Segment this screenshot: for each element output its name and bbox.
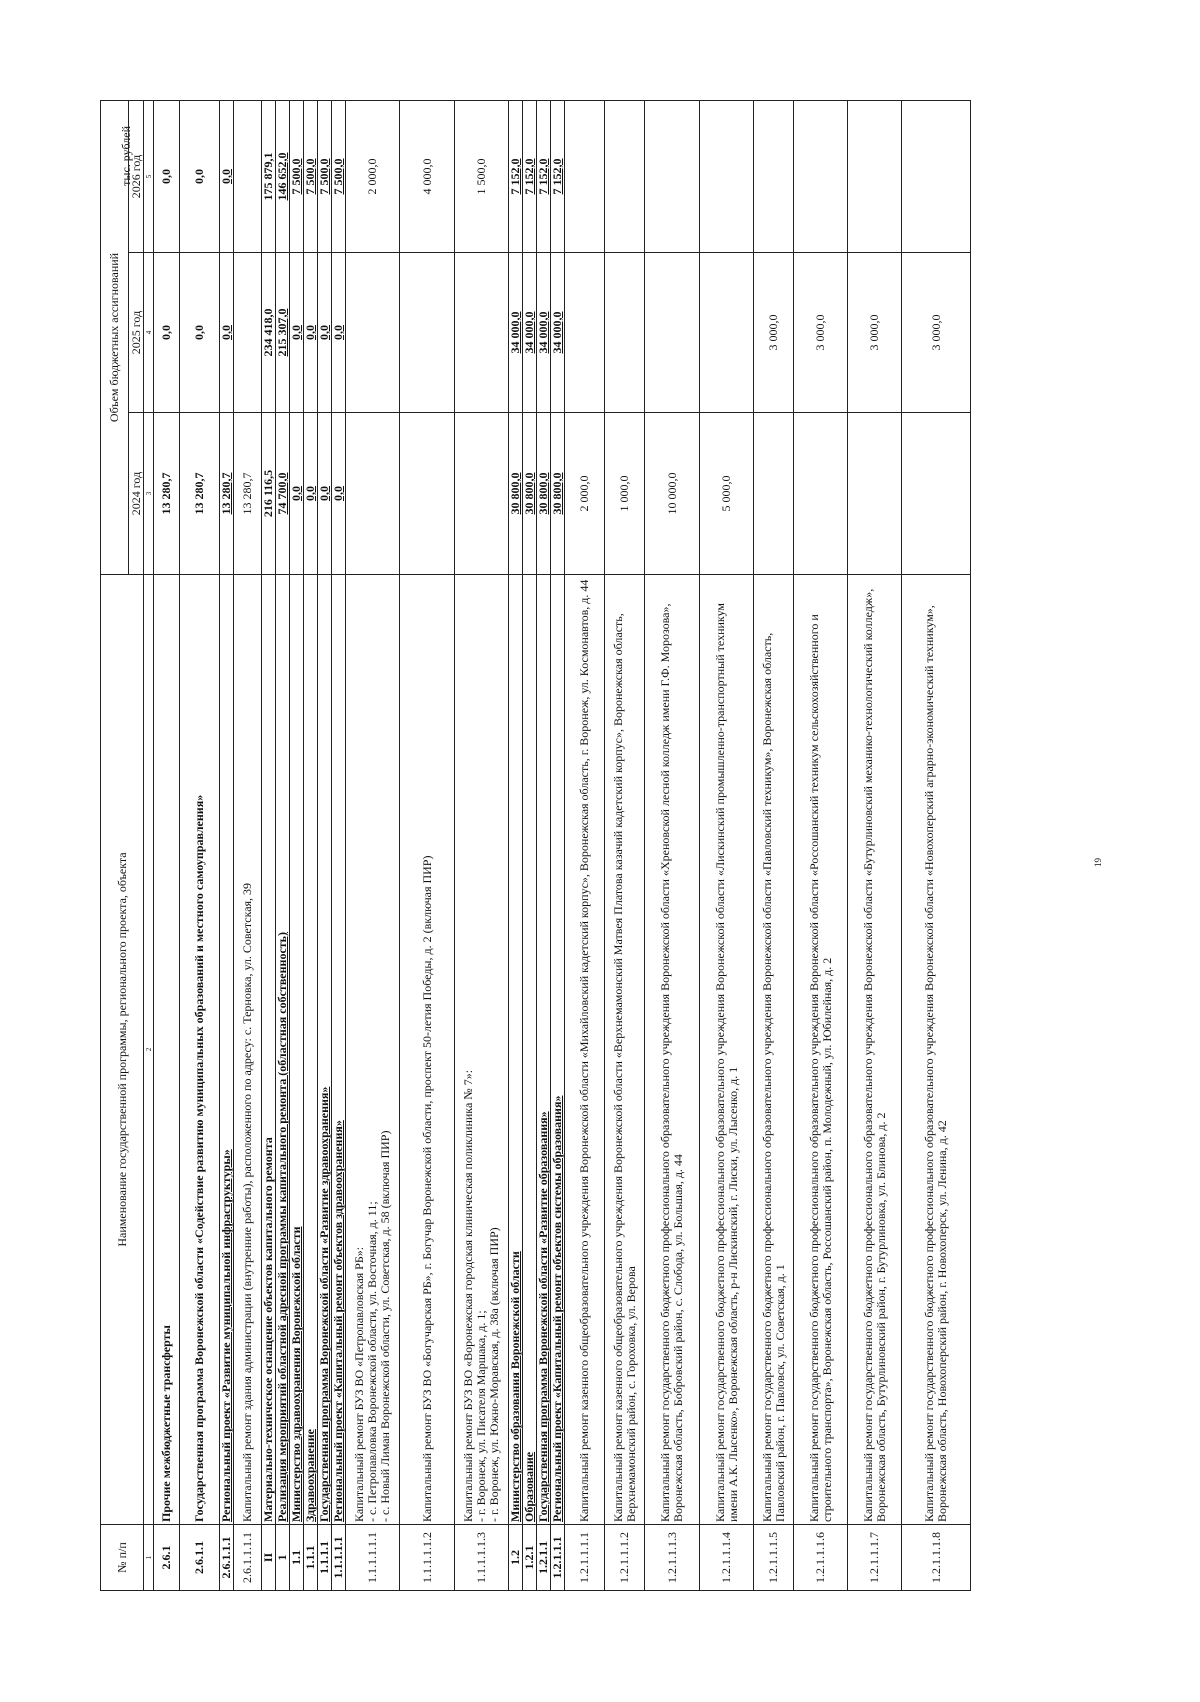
table-row bbox=[848, 100, 902, 1590]
page-number: 19 bbox=[1093, 858, 1103, 867]
table-row bbox=[304, 100, 318, 1590]
row-name-line: - г. Воронеж, ул. Южно-Моравская, д. 38а (включая ПИР) bbox=[487, 1227, 501, 1522]
value-2026 bbox=[605, 100, 645, 252]
value-2024: 30 800,0 bbox=[523, 413, 537, 575]
row-name-line: - г. Воронеж, ул. Писателя Маршака, д. 1; bbox=[474, 1310, 488, 1522]
row-number: 1.2.1.1.1.5 bbox=[754, 1525, 794, 1591]
value-2024: 0,0 bbox=[318, 413, 332, 575]
table-row bbox=[700, 100, 754, 1590]
value-2026: 7 500,0 bbox=[332, 100, 346, 252]
value-2025: 3 000,0 bbox=[902, 253, 971, 413]
value-2026: 7 500,0 bbox=[290, 100, 304, 252]
table-row bbox=[234, 100, 262, 1590]
value-2026: 7 500,0 bbox=[304, 100, 318, 252]
header-row bbox=[101, 100, 129, 1590]
header-number: № п/п bbox=[101, 1525, 144, 1591]
column-index: 4 bbox=[144, 253, 154, 413]
value-2025: 234 418,0 bbox=[262, 253, 276, 413]
value-2026 bbox=[794, 100, 848, 252]
value-2025: 34 000,0 bbox=[509, 253, 523, 413]
value-2024: 30 800,0 bbox=[509, 413, 523, 575]
row-number: 2.6.1.1 bbox=[180, 1525, 220, 1591]
value-2025 bbox=[455, 253, 509, 413]
row-number: 1.2.1.1.1.1 bbox=[565, 1525, 605, 1591]
table-row bbox=[455, 100, 509, 1590]
value-2026: 4 000,0 bbox=[400, 100, 455, 252]
row-number: 1.2.1.1.1.7 bbox=[848, 1525, 902, 1591]
row-name: Образование bbox=[523, 575, 537, 1525]
row-name: Материально-техническое оснащение объектов капитального ремонта bbox=[262, 575, 276, 1525]
value-2026 bbox=[902, 100, 971, 252]
row-number: 1.2 bbox=[509, 1525, 523, 1591]
table-row bbox=[154, 100, 180, 1590]
row-name: Капитальный ремонт государственного бюджетного профессионального образовательного учреждения Воронежской области «Новохоперский аграрно-экономический техникум», Воронежская область, Новохоперский район, г. Новохоперск, ул. Ленина, д. 42 bbox=[902, 575, 971, 1525]
units-note: тыс. рублей bbox=[119, 126, 133, 186]
row-name: Министерство здравоохранения Воронежской области bbox=[290, 575, 304, 1525]
value-2024 bbox=[902, 413, 971, 575]
value-2024: 13 280,7 bbox=[154, 413, 180, 575]
header-2025: 2025 год bbox=[129, 253, 144, 413]
value-2024: 74 700,0 bbox=[276, 413, 290, 575]
value-2025: 34 000,0 bbox=[523, 253, 537, 413]
value-2025: 0,0 bbox=[318, 253, 332, 413]
row-name bbox=[346, 575, 400, 1525]
value-2025: 0,0 bbox=[180, 253, 220, 413]
row-number: 1.2.1 bbox=[523, 1525, 537, 1591]
table-row bbox=[645, 100, 700, 1590]
row-number: 1 bbox=[276, 1525, 290, 1591]
value-2025: 0,0 bbox=[290, 253, 304, 413]
column-index: 2 bbox=[144, 575, 154, 1525]
budget-table bbox=[100, 100, 971, 1591]
row-name: Региональный проект «Развитие муниципальной инфраструктуры» bbox=[220, 575, 234, 1525]
row-name bbox=[455, 575, 509, 1525]
row-name-line: - с. Петропавловка Воронежской области, ул. Восточная, д. 11; bbox=[365, 1201, 379, 1522]
value-2025: 0,0 bbox=[220, 253, 234, 413]
value-2024: 30 800,0 bbox=[537, 413, 551, 575]
row-number: 1.2.1.1.1.3 bbox=[645, 1525, 700, 1591]
row-name-line: Капитальный ремонт БУЗ ВО «Петропавловская РБ»: bbox=[352, 1246, 366, 1522]
row-name: Государственная программа Воронежской области «Развитие здравоохранения» bbox=[318, 575, 332, 1525]
table-row bbox=[400, 100, 455, 1590]
value-2025: 3 000,0 bbox=[754, 253, 794, 413]
table-row bbox=[523, 100, 537, 1590]
value-2026: 7 152,0 bbox=[509, 100, 523, 252]
value-2024: 5 000,0 bbox=[700, 413, 754, 575]
value-2026: 0,0 bbox=[220, 100, 234, 252]
value-2024: 0,0 bbox=[290, 413, 304, 575]
value-2026: 7 152,0 bbox=[523, 100, 537, 252]
value-2026: 1 500,0 bbox=[455, 100, 509, 252]
value-2025 bbox=[605, 253, 645, 413]
column-index: 5 bbox=[144, 100, 154, 252]
value-2024 bbox=[346, 413, 400, 575]
row-name: Капитальный ремонт государственного бюджетного профессионального образовательного учреждения Воронежской области «Хреновской лесной колледж имени Г.Ф. Морозова», Воронежская область, Бобровский район, с. Слобода, ул. Большая, д. 44 bbox=[645, 575, 700, 1525]
value-2026: 2 000,0 bbox=[346, 100, 400, 252]
value-2025: 0,0 bbox=[332, 253, 346, 413]
row-name: Капитальный ремонт государственного бюджетного профессионального образовательного учреждения Воронежской области «Лискинский промышленно-транспортный техникум имени А.К. Лысенко», Воронежская область, р-н Лискинский, г. Лиски, ул. Лысенко, д. 1 bbox=[700, 575, 754, 1525]
value-2026: 7 500,0 bbox=[318, 100, 332, 252]
value-2024: 13 280,7 bbox=[234, 413, 262, 575]
value-2025 bbox=[400, 253, 455, 413]
value-2024: 13 280,7 bbox=[180, 413, 220, 575]
row-number: 1.1.1 bbox=[304, 1525, 318, 1591]
row-number: 1.1.1.1.1.2 bbox=[400, 1525, 455, 1591]
value-2026: 7 152,0 bbox=[537, 100, 551, 252]
table-row bbox=[605, 100, 645, 1590]
value-2025 bbox=[645, 253, 700, 413]
row-number: 1.2.1.1.1.4 bbox=[700, 1525, 754, 1591]
value-2025 bbox=[565, 253, 605, 413]
value-2025: 34 000,0 bbox=[551, 253, 565, 413]
row-name: Государственная программа Воронежской области «Содействие развитию муниципальных образований и местного самоуправления» bbox=[180, 575, 220, 1525]
table-body bbox=[154, 100, 971, 1590]
value-2025 bbox=[346, 253, 400, 413]
row-name: Министерство образования Воронежской области bbox=[509, 575, 523, 1525]
table-row bbox=[276, 100, 290, 1590]
value-2024 bbox=[848, 413, 902, 575]
row-name: Капитальный ремонт БУЗ ВО «Богучарская РБ», г. Богучар Воронежской области, проспект 50-летия Победы, д. 2 (включая ПИР) bbox=[400, 575, 455, 1525]
row-number: 1.1 bbox=[290, 1525, 304, 1591]
value-2024 bbox=[400, 413, 455, 575]
value-2026: 0,0 bbox=[154, 100, 180, 252]
header-budget: Объем бюджетных ассигнований bbox=[101, 100, 129, 574]
table-row bbox=[290, 100, 304, 1590]
value-2026 bbox=[848, 100, 902, 252]
value-2025 bbox=[234, 253, 262, 413]
column-index: 3 bbox=[144, 413, 154, 575]
row-number: 1.2.1.1.1.8 bbox=[902, 1525, 971, 1591]
value-2026 bbox=[754, 100, 794, 252]
column-index-row bbox=[144, 100, 154, 1590]
value-2025: 3 000,0 bbox=[794, 253, 848, 413]
row-name: Капитальный ремонт государственного бюджетного профессионального образовательного учреждения Воронежской области «Павловский техникум», Воронежская область, Павловский район, г. Павловск, ул. Советская, д. 1 bbox=[754, 575, 794, 1525]
table-row bbox=[537, 100, 551, 1590]
value-2026: 7 152,0 bbox=[551, 100, 565, 252]
row-name: Региональный проект «Капитальный ремонт объектов системы образования» bbox=[551, 575, 565, 1525]
header-2026: 2026 год bbox=[129, 100, 144, 252]
row-number: 2.6.1 bbox=[154, 1525, 180, 1591]
value-2024 bbox=[794, 413, 848, 575]
row-number: 1.1.1.1.1 bbox=[332, 1525, 346, 1591]
value-2026 bbox=[565, 100, 605, 252]
header-name: Наименование государственной программы, регионального проекта, объекта bbox=[101, 575, 144, 1525]
value-2025: 215 307,0 bbox=[276, 253, 290, 413]
table-row bbox=[220, 100, 234, 1590]
row-name-line: Капитальный ремонт БУЗ ВО «Воронежская городская клиническая поликлиника № 7»: bbox=[461, 1069, 475, 1522]
value-2025: 3 000,0 bbox=[848, 253, 902, 413]
value-2024: 10 000,0 bbox=[645, 413, 700, 575]
value-2026: 146 652,0 bbox=[276, 100, 290, 252]
table-row bbox=[754, 100, 794, 1590]
row-number: 2.6.1.1.1 bbox=[220, 1525, 234, 1591]
table-row bbox=[565, 100, 605, 1590]
value-2026: 175 879,1 bbox=[262, 100, 276, 252]
row-name: Капитальный ремонт здания администрации (внутренние работы), расположенного по адресу: с. Терновка, ул. Советская, 39 bbox=[234, 575, 262, 1525]
column-index: 1 bbox=[144, 1525, 154, 1591]
row-name: Капитальный ремонт государственного бюджетного профессионального образовательного учреждения Воронежской области «Россошанский техникум сельскохозяйственного и строительного транспорта», Воронежская область, Россошанский район, п. Молодежный, ул. Юбилейная, д. 2 bbox=[794, 575, 848, 1525]
value-2024 bbox=[455, 413, 509, 575]
rotated-document-page bbox=[0, 2, 1200, 1702]
row-name: Здравоохранение bbox=[304, 575, 318, 1525]
row-number: 1.1.1.1 bbox=[318, 1525, 332, 1591]
row-name: Реализация мероприятий областной адресной программы капитального ремонта (областная собственность) bbox=[276, 575, 290, 1525]
table-row bbox=[902, 100, 971, 1590]
value-2024: 30 800,0 bbox=[551, 413, 565, 575]
table-row bbox=[318, 100, 332, 1590]
value-2024 bbox=[754, 413, 794, 575]
table-row bbox=[794, 100, 848, 1590]
value-2025: 0,0 bbox=[154, 253, 180, 413]
row-name: Государственная программа Воронежской области «Развитие образования» bbox=[537, 575, 551, 1525]
row-name: Капитальный ремонт казенного общеобразовательного учреждения Воронежской области «Михайловский кадетский корпус», Воронежская область, г. Воронеж, ул. Космонавтов, д. 44 bbox=[565, 575, 605, 1525]
row-number: 1.2.1.1.1.2 bbox=[605, 1525, 645, 1591]
value-2024: 216 116,5 bbox=[262, 413, 276, 575]
row-number: 1.2.1.1 bbox=[537, 1525, 551, 1591]
row-number: II bbox=[262, 1525, 276, 1591]
value-2024: 0,0 bbox=[304, 413, 318, 575]
value-2026 bbox=[700, 100, 754, 252]
table-row bbox=[509, 100, 523, 1590]
row-number: 1.2.1.1.1 bbox=[551, 1525, 565, 1591]
row-name: Капитальный ремонт казенного общеобразовательного учреждения Воронежской области «Верхнемамонский Матвея Платова казачий кадетский корпус», Воронежская область, Верхнемамонский район, с. Гороховка, ул. Верова bbox=[605, 575, 645, 1525]
table-row bbox=[262, 100, 276, 1590]
row-name: Капитальный ремонт государственного бюджетного профессионального образовательного учреждения Воронежской области «Бутурлиновский механико-технологический колледж», Воронежская область, Бутурлиновский район, г. Бутурлиновка, ул. Блинова, д. 2 bbox=[848, 575, 902, 1525]
table-row bbox=[551, 100, 565, 1590]
value-2025: 34 000,0 bbox=[537, 253, 551, 413]
value-2026 bbox=[234, 100, 262, 252]
header-2024: 2024 год bbox=[129, 413, 144, 575]
row-number: 1.1.1.1.1.3 bbox=[455, 1525, 509, 1591]
row-name: Региональный проект «Капитальный ремонт объектов здравоохранения» bbox=[332, 575, 346, 1525]
value-2024: 2 000,0 bbox=[565, 413, 605, 575]
value-2024: 0,0 bbox=[332, 413, 346, 575]
row-name-line: - с. Новый Лиман Воронежской области, ул. Советская, д. 58 (включая ПИР) bbox=[378, 1130, 392, 1522]
value-2025: 0,0 bbox=[304, 253, 318, 413]
row-name: Прочие межбюджетные трансферты bbox=[154, 575, 180, 1525]
value-2024: 1 000,0 bbox=[605, 413, 645, 575]
table-row bbox=[346, 100, 400, 1590]
table-row bbox=[332, 100, 346, 1590]
row-number: 1.2.1.1.1.6 bbox=[794, 1525, 848, 1591]
value-2026: 0,0 bbox=[180, 100, 220, 252]
row-number: 1.1.1.1.1.1 bbox=[346, 1525, 400, 1591]
row-number: 2.6.1.1.1.1 bbox=[234, 1525, 262, 1591]
value-2026 bbox=[645, 100, 700, 252]
value-2024: 13 280,7 bbox=[220, 413, 234, 575]
value-2025 bbox=[700, 253, 754, 413]
table-row bbox=[180, 100, 220, 1590]
